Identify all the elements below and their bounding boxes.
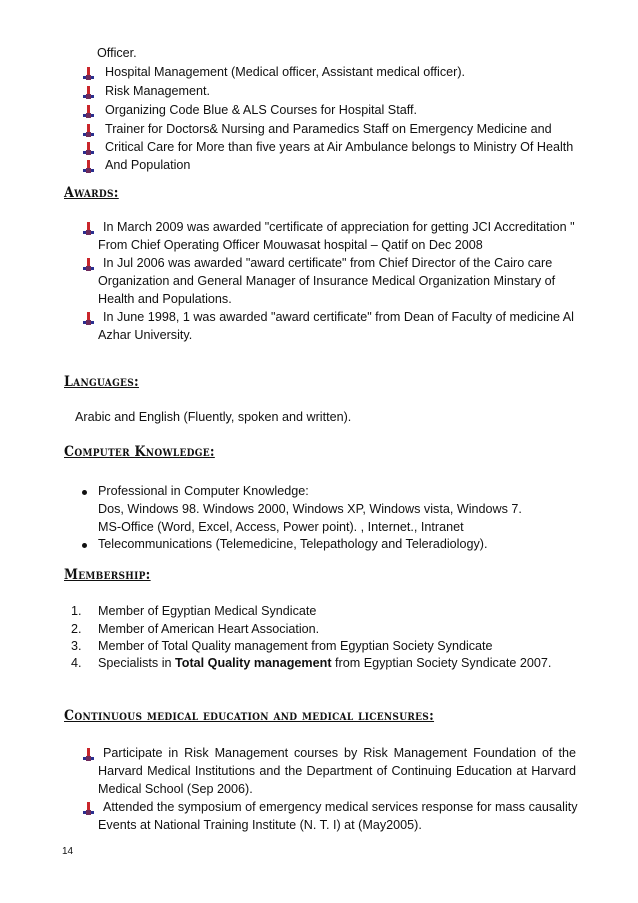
cme-line: Harvard Medical Institutions and the Department of Continuing Education at Harvard <box>98 764 576 778</box>
bullet-icon <box>82 86 94 100</box>
membership-item: Member of Total Quality management from Egyptian Society Syndicate <box>98 639 493 653</box>
bullet-icon <box>82 312 94 326</box>
bullet-icon <box>82 142 94 156</box>
award-line: In June 1998, 1 was awarded "award certificate" from Dean of Faculty of medicine Al <box>103 310 574 324</box>
intro-item: Hospital Management (Medical officer, Assistant medical officer). <box>105 65 466 79</box>
bullet-dot-icon <box>82 490 87 495</box>
intro-item: Risk Management. <box>105 84 210 98</box>
award-line: Organization and General Manager of Insurance Medical Organization Minstary of <box>98 274 556 288</box>
cme-line: Medical School (Sep 2006). <box>98 782 253 796</box>
intro-item: And Population <box>105 158 191 172</box>
membership-item: Member of Egyptian Medical Syndicate <box>98 604 317 618</box>
intro-line: Officer. <box>97 46 137 60</box>
bullet-icon <box>82 748 94 762</box>
list-number: 4. <box>71 656 82 670</box>
award-line: From Chief Operating Officer Mouwasat hospital – Qatif on Dec 2008 <box>98 238 483 252</box>
award-line: Health and Populations. <box>98 292 232 306</box>
bullet-icon <box>82 105 94 119</box>
cme-line: Events at National Training Institute (N. T. I) at (May2005). <box>98 818 422 832</box>
membership-item: Member of American Heart Association. <box>98 622 320 636</box>
cme-heading: Continuous medical education and medical licensures: <box>64 708 435 724</box>
cme-line: Attended the symposium of emergency medical services response for mass causality <box>103 800 578 814</box>
intro-item: Organizing Code Blue & ALS Courses for Hospital Staff. <box>105 103 417 117</box>
bullet-icon <box>82 124 94 138</box>
computer-heading: Computer Knowledge: <box>64 444 215 460</box>
bullet-icon <box>82 258 94 272</box>
intro-item: Trainer for Doctors& Nursing and Paramedics Staff on Emergency Medicine and <box>105 122 552 136</box>
membership-heading: Membership: <box>64 567 151 583</box>
computer-line: Telecommunications (Telemedicine, Telepathology and Teleradiology). <box>98 537 488 551</box>
languages-heading: Languages: <box>64 374 139 390</box>
intro-item: Critical Care for More than five years at Air Ambulance belongs to Ministry Of Health <box>105 140 574 154</box>
computer-line: Dos, Windows 98. Windows 2000, Windows XP, Windows vista, Windows 7. <box>98 502 522 516</box>
membership-item: Specialists in Total Quality management from Egyptian Society Syndicate 2007. <box>98 656 552 670</box>
cme-line: Participate in Risk Management courses by Risk Management Foundation of the <box>103 746 576 760</box>
list-number: 3. <box>71 639 82 653</box>
list-number: 2. <box>71 622 82 636</box>
bullet-icon <box>82 802 94 816</box>
bullet-dot-icon <box>82 543 87 548</box>
bullet-icon <box>82 67 94 81</box>
computer-line: MS-Office (Word, Excel, Access, Power point). , Internet., Intranet <box>98 520 464 534</box>
awards-heading: Awards: <box>64 185 119 201</box>
bullet-icon <box>82 222 94 236</box>
computer-line: Professional in Computer Knowledge: <box>98 484 309 498</box>
award-line: In March 2009 was awarded "certificate of appreciation for getting JCI Accreditation " <box>103 220 575 234</box>
award-line: Azhar University. <box>98 328 193 342</box>
list-number: 1. <box>71 604 82 618</box>
award-line: In Jul 2006 was awarded "award certificate" from Chief Director of the Cairo care <box>103 256 553 270</box>
languages-text: Arabic and English (Fluently, spoken and written). <box>75 410 352 424</box>
page-number: 14 <box>62 846 74 857</box>
bullet-icon <box>82 160 94 174</box>
